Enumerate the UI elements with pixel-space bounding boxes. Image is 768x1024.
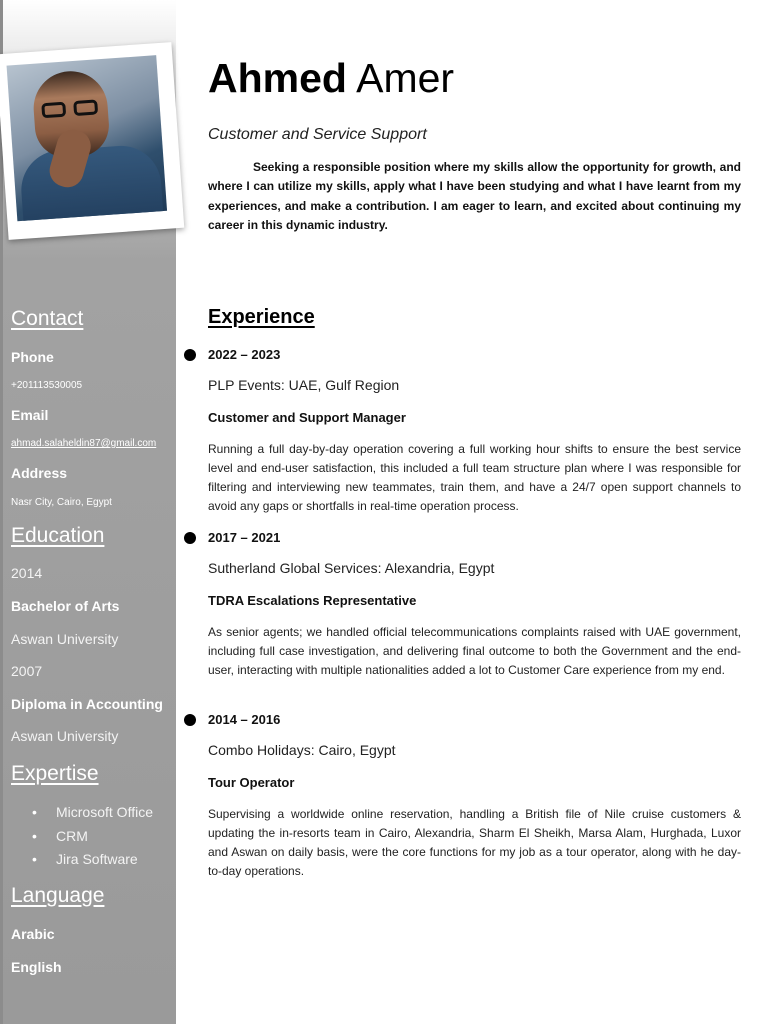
education-degree-1: Bachelor of Arts bbox=[11, 598, 120, 614]
email-label: Email bbox=[11, 407, 49, 423]
language-heading: Language bbox=[11, 884, 105, 907]
education-degree-2: Diploma in Accounting bbox=[11, 696, 163, 712]
phone-value: +201113530005 bbox=[11, 380, 83, 391]
education-year-1: 2014 bbox=[11, 565, 43, 581]
full-name bbox=[208, 54, 454, 102]
bullet-dot-icon bbox=[184, 532, 196, 544]
job-company: Combo Holidays: Cairo, Egypt bbox=[208, 742, 396, 758]
education-school-1: Aswan University bbox=[11, 631, 119, 647]
education-school-2: Aswan University bbox=[11, 728, 119, 744]
profile-photo-frame bbox=[0, 42, 184, 240]
education-heading: Education bbox=[11, 524, 105, 547]
language-item-1: Arabic bbox=[11, 926, 55, 942]
job-years: 2017 – 2021 bbox=[208, 530, 281, 545]
address-value: Nasr City, Cairo, Egypt bbox=[11, 497, 112, 508]
job-title: Tour Operator bbox=[208, 775, 295, 790]
expertise-heading: Expertise bbox=[11, 762, 99, 785]
expertise-list bbox=[11, 803, 153, 874]
job-years: 2014 – 2016 bbox=[208, 712, 281, 727]
last-name: Amer bbox=[356, 55, 455, 101]
first-name: Ahmed bbox=[208, 55, 347, 101]
bullet-dot-icon bbox=[184, 714, 196, 726]
job-description: As senior agents; we handled official telecommunications complaints raised with UAE government, including full case investigation, and delivering final outcome to both the Government and the end-user, interacting with multiple nationalities added a lot to Customer Care experience from my end. bbox=[208, 625, 741, 677]
bullet-dot-icon bbox=[184, 349, 196, 361]
job-title: TDRA Escalations Representative bbox=[208, 593, 417, 608]
experience-heading: Experience bbox=[208, 306, 315, 328]
job-company: Sutherland Global Services: Alexandria, Egypt bbox=[208, 560, 495, 576]
contact-heading: Contact bbox=[11, 307, 84, 330]
summary-text: Seeking a responsible position where my skills allow the opportunity for growth, and where I can utilize my skills, apply what I have been studying and what I have learnt from my experiences, and make a contribution. I am eager to learn, and excited about continuing my career in this dynamic industry. bbox=[208, 160, 741, 232]
expertise-item: • Jira Software bbox=[11, 850, 153, 874]
role-title: Customer and Service Support bbox=[208, 126, 427, 143]
expertise-item: • CRM bbox=[11, 827, 153, 851]
profile-photo bbox=[7, 55, 168, 221]
address-label: Address bbox=[11, 465, 68, 481]
language-item-2: English bbox=[11, 959, 62, 975]
email-link[interactable]: ahmad.salaheldin87@gmail.com bbox=[11, 438, 157, 449]
job-description: Running a full day-by-day operation covering a full working hour shifts to ensure the best service level and end-user satisfaction, this included a full team structure plan where I was responsible for filtering and interviewing new teammates, train them, and have a 24/7 open support channels to avoid any gaps or shortfalls in real-time operation process. bbox=[208, 442, 741, 513]
job-company: PLP Events: UAE, Gulf Region bbox=[208, 377, 400, 393]
job-title: Customer and Support Manager bbox=[208, 410, 406, 425]
expertise-item: • Microsoft Office bbox=[11, 803, 153, 827]
job-description: Supervising a worldwide online reservation, handling a British file of Nile cruise customers & updating the in-resorts team in Cairo, Alexandria, Sharm El Sheikh, Marsa Alam, Hurghada, Luxor and Aswan on daily basis, were the core functions for my job as a tour operator, along with he day-to-day operations. bbox=[208, 807, 741, 878]
education-year-2: 2007 bbox=[11, 663, 43, 679]
phone-label: Phone bbox=[11, 349, 54, 365]
photo-shirt bbox=[19, 143, 164, 221]
job-years: 2022 – 2023 bbox=[208, 347, 281, 362]
